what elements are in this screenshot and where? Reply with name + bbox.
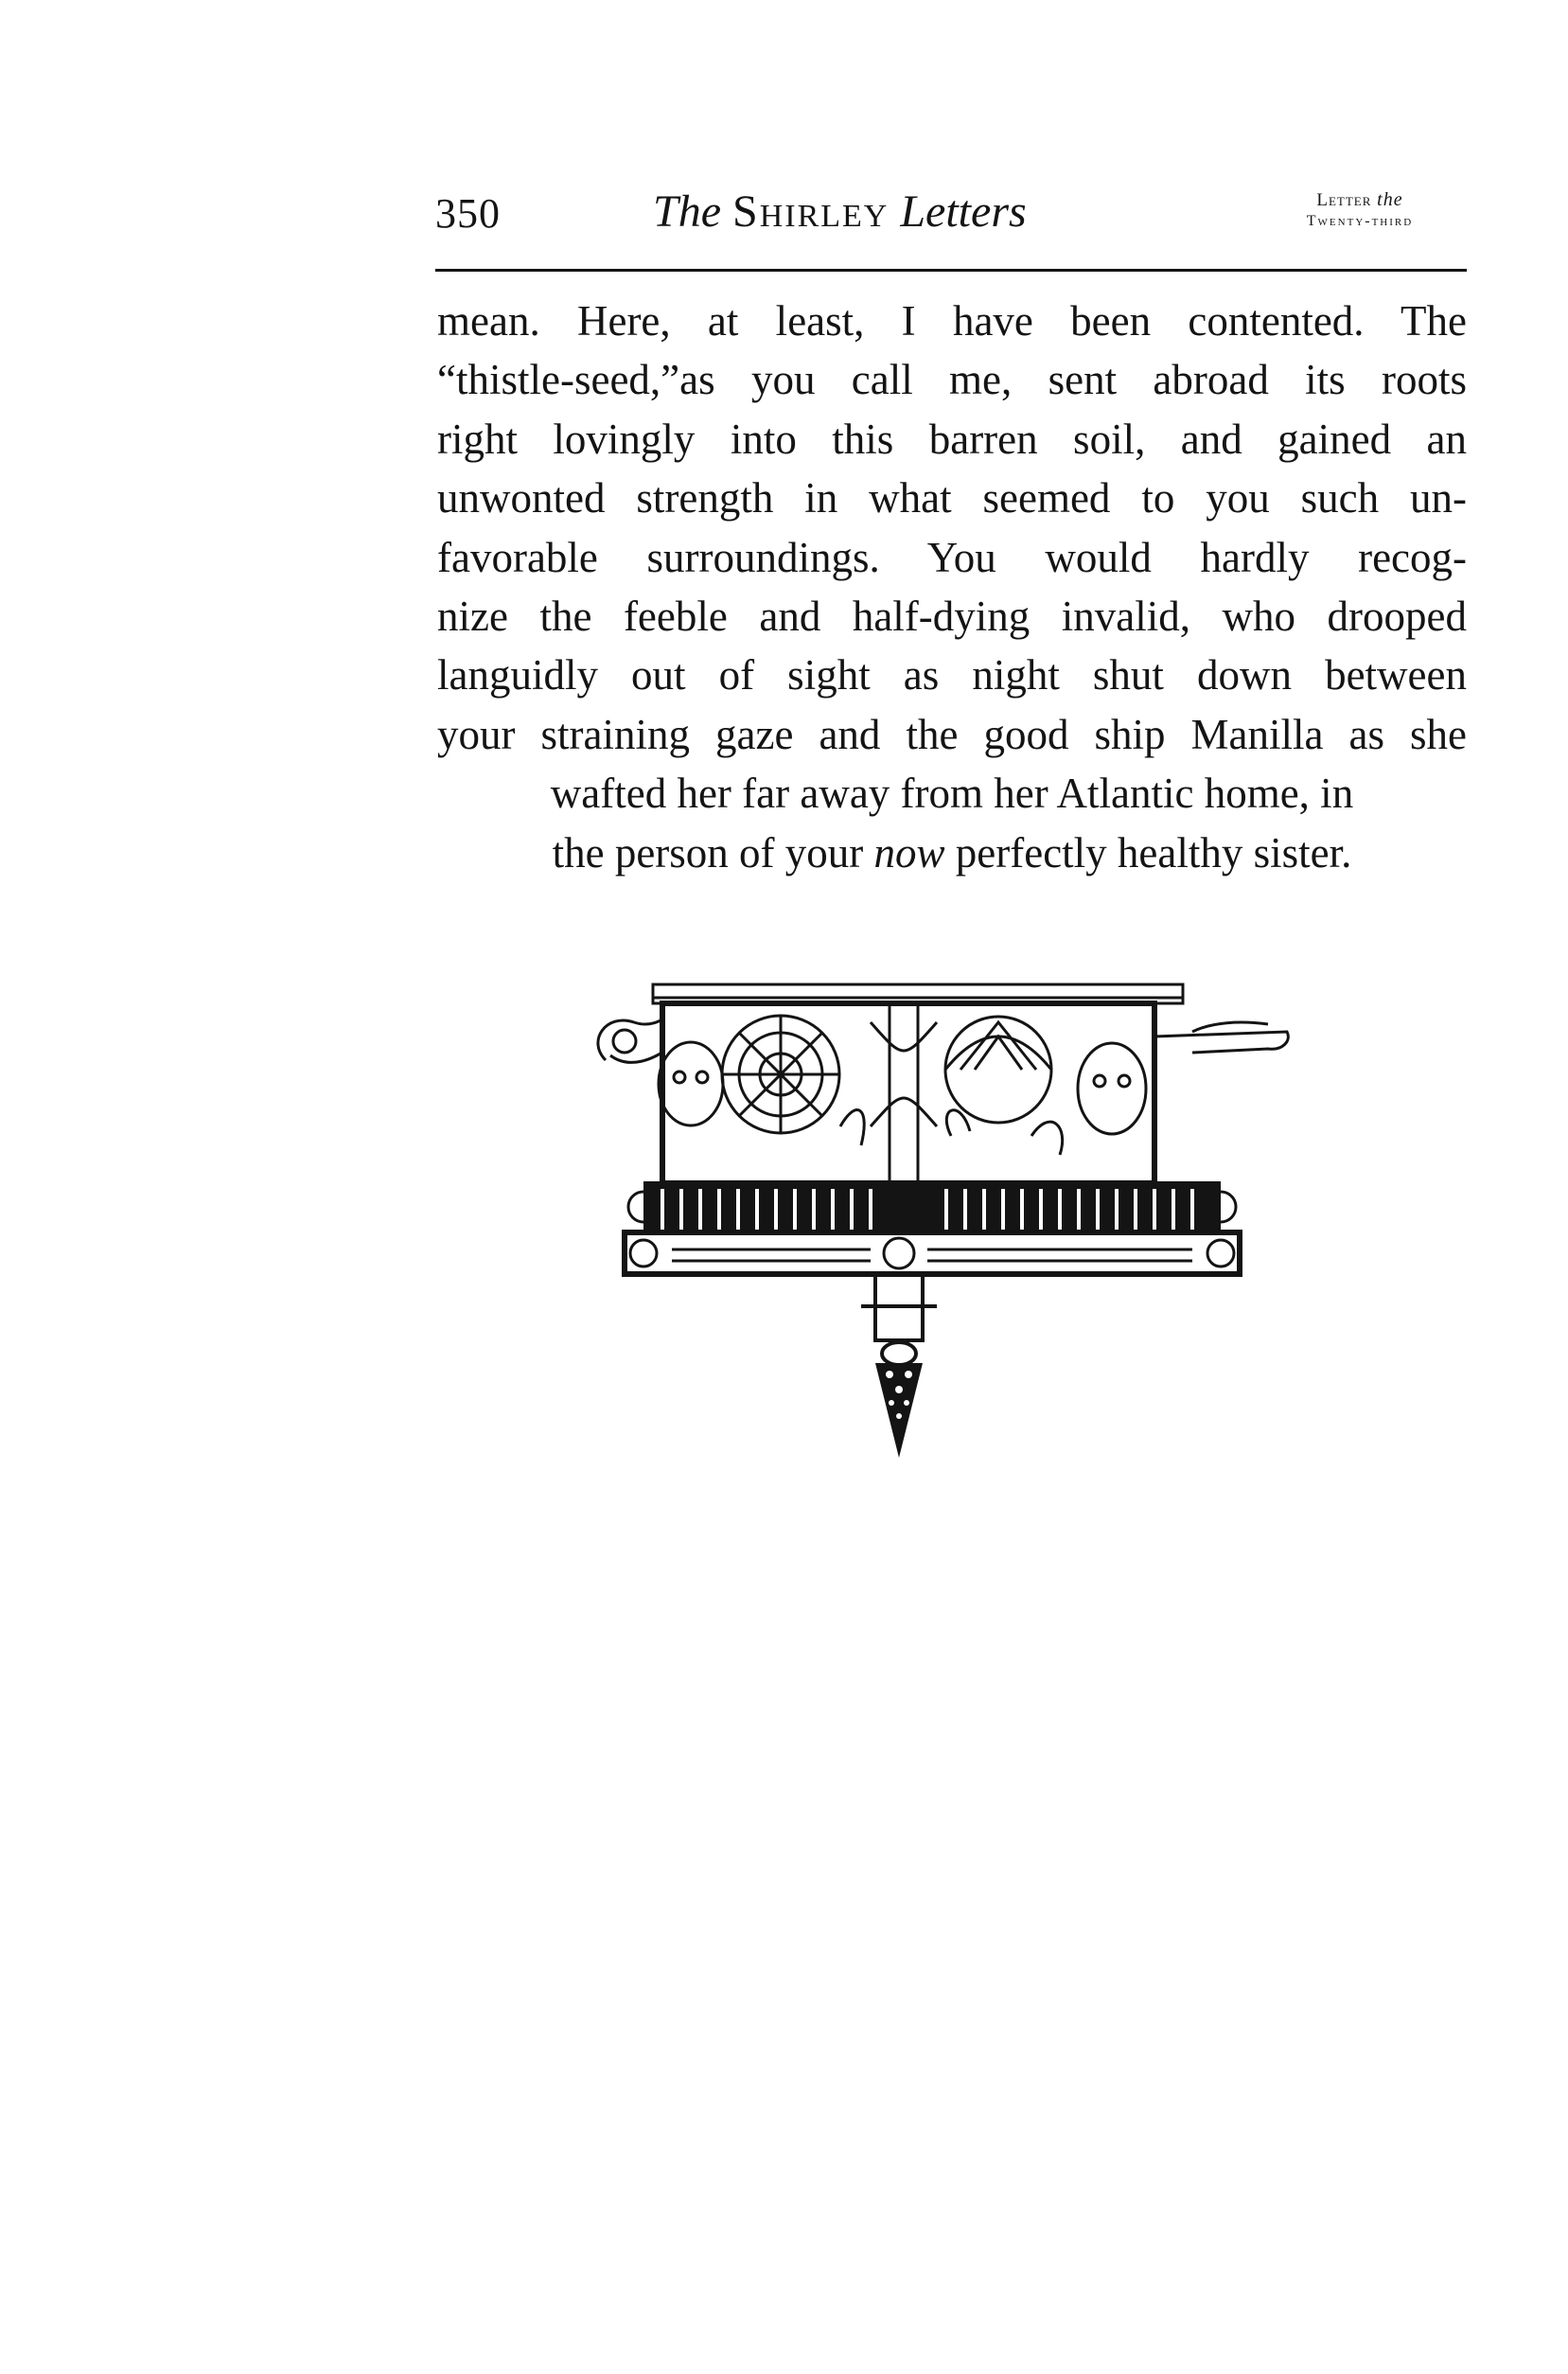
book-title bbox=[653, 186, 1027, 238]
body-text bbox=[437, 292, 1467, 882]
tailpiece-ornament-icon bbox=[587, 966, 1306, 1458]
text-line: favorable surroundings. You would hardly recog- bbox=[437, 533, 1467, 581]
book-title-shirley: Shirley bbox=[732, 186, 890, 237]
text-line: “thistle-seed,”as you call me, sent abroad its roots bbox=[437, 356, 1467, 404]
running-head bbox=[435, 186, 1467, 259]
text-line: wafted her far away from her Atlantic home, in bbox=[550, 770, 1354, 818]
page-number: 350 bbox=[435, 190, 501, 237]
text-line: right lovingly into this barren soil, and gained an bbox=[437, 415, 1467, 463]
header-rule bbox=[435, 269, 1467, 272]
letter-label bbox=[1251, 189, 1469, 232]
last-line-after: perfectly healthy sister. bbox=[944, 828, 1352, 877]
book-title-letters: Letters bbox=[900, 186, 1027, 237]
letter-label-word: Letter bbox=[1316, 190, 1372, 210]
last-line-before: the person of your bbox=[552, 828, 874, 877]
text-line: mean. Here, at least, I have been contented. The bbox=[437, 297, 1467, 345]
text-line: your straining gaze and the good ship Manilla as she bbox=[437, 710, 1467, 758]
text-line: unwonted strength in what seemed to you such un- bbox=[437, 474, 1467, 523]
letter-label-the: the bbox=[1377, 189, 1403, 210]
text-line-last bbox=[437, 824, 1467, 882]
last-line-emphasis: now bbox=[873, 828, 945, 877]
letter-label-ordinal: Twenty-third bbox=[1306, 213, 1414, 229]
text-line: languidly out of sight as night shut down between bbox=[437, 651, 1467, 700]
book-title-the: The bbox=[653, 186, 721, 237]
text-line: nize the feeble and half-dying invalid, who drooped bbox=[437, 592, 1467, 640]
